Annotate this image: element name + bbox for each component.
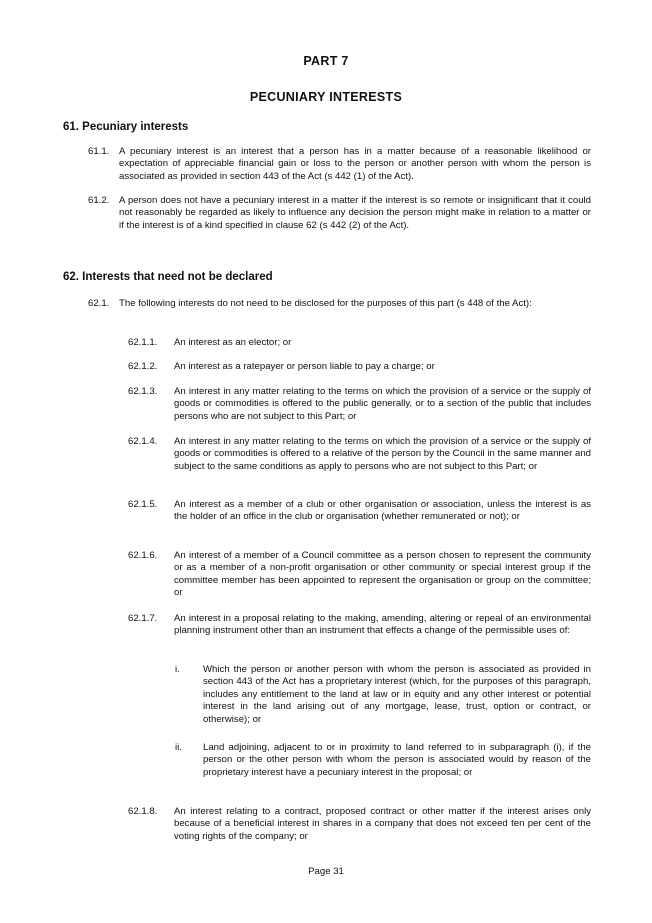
subclause-text: An interest in any matter relating to the terms on which the provision of a service or the supply of goods or commodities is offered to the public generally, or to a section of the public that includes persons who are not subject to this Part; or: [174, 386, 591, 422]
section-61-heading: 61. Pecuniary interests: [63, 121, 189, 133]
subclause-text: An interest in a proposal relating to the making, amending, altering or repeal of an environmental planning instrument other than an instrument that effects a change of the permissible uses of:: [174, 613, 591, 637]
subclause-text: An interest as a member of a club or other organisation or association, unless the interest is as the holder of an office in the club or organisation (whether remunerated or not); or: [174, 499, 591, 523]
clause-text: A pecuniary interest is an interest that a person has in a matter because of a reasonable likelihood or expectation of appreciable financial gain or loss to the person or another person with whom the person is associated as provided in section 443 of the Act (s 442 (1) of the Act).: [119, 146, 591, 182]
subclause-number: 62.1.2.: [128, 361, 158, 372]
roman-item-number: ii.: [175, 742, 182, 753]
subclause-number: 62.1.6.: [128, 550, 158, 561]
part-title: PART 7: [303, 54, 349, 68]
subclause-number: 62.1.8.: [128, 806, 158, 817]
subclause-number: 62.1.3.: [128, 386, 158, 397]
part-subtitle: PECUNIARY INTERESTS: [249, 90, 403, 104]
subclause-text: An interest as a ratepayer or person liable to pay a charge; or: [174, 361, 435, 372]
roman-item-text: Which the person or another person with whom the person is associated as provided in section 443 of the Act has a proprietary interest (which, for the purposes of this paragraph, includes any entitlement to the land at law or in equity and any other interest or potential interest in the land arising out of any mortgage, lease, trust, option or contract, or otherwise); or: [203, 664, 591, 725]
subclause-text: An interest of a member of a Council committee as a person chosen to represent the community or as a member of a non-profit organisation or other community or special interest group if the committee member has been appointed to represent the organisation or group on the committee; or: [174, 550, 591, 599]
clause-number: 61.1.: [88, 146, 110, 157]
roman-item-number: i.: [175, 664, 180, 675]
subclause-text: An interest as an elector; or: [174, 337, 292, 348]
clause-number: 62.1.: [88, 298, 110, 309]
subclause-number: 62.1.5.: [128, 499, 158, 510]
subclause-number: 62.1.1.: [128, 337, 158, 348]
subclause-number: 62.1.7.: [128, 613, 158, 624]
page-number: Page 31: [308, 866, 344, 877]
subclause-number: 62.1.4.: [128, 436, 158, 447]
clause-text: The following interests do not need to be disclosed for the purposes of this part (s 448 of the Act):: [119, 298, 532, 309]
clause-number: 61.2.: [88, 195, 110, 206]
section-62-heading: 62. Interests that need not be declared: [63, 271, 273, 283]
clause-text: A person does not have a pecuniary interest in a matter if the interest is so remote or insignificant that it could not reasonably be regarded as likely to influence any decision the person might make in relation to a matter or if the interest is of a kind specified in clause 62 (s 442 (2) of the Act).: [119, 195, 591, 231]
subclause-text: An interest relating to a contract, proposed contract or other matter if the interest arises only because of a beneficial interest in shares in a company that does not exceed ten per cent of the voting rights of the company; or: [174, 806, 591, 842]
subclause-text: An interest in any matter relating to the terms on which the provision of a service or the supply of goods or commodities is offered to a relative of the person by the Council in the same manner and subject to the same conditions as apply to persons who are not subject to this Part; or: [174, 436, 591, 472]
roman-item-text: Land adjoining, adjacent to or in proximity to land referred to in subparagraph (i), if the person or the other person with whom the person is associated would by reason of the proprietary interest have a pecuniary interest in the proposal; or: [203, 742, 591, 778]
